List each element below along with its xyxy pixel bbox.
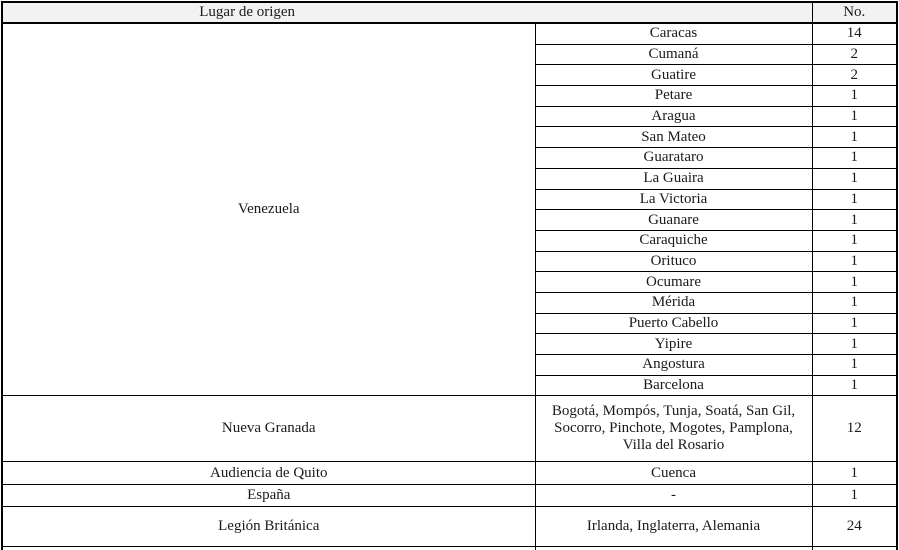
count-cell: 1 (812, 484, 897, 506)
region-cell-legion-britanica: Legión Británica (2, 506, 535, 546)
count-cell: 1 (812, 292, 897, 313)
place-cell: La Victoria (535, 189, 812, 210)
count-cell: 1 (812, 148, 897, 169)
place-cell: Irlanda, Inglaterra, Alemania (535, 506, 812, 546)
place-cell: - (535, 484, 812, 506)
place-cell: Guarataro (535, 148, 812, 169)
place-cell: Mérida (535, 292, 812, 313)
place-cell: Cuenca (535, 462, 812, 485)
table-row (2, 462, 897, 485)
count-cell: 1 (812, 251, 897, 272)
place-cell: San Mateo (535, 127, 812, 148)
count-cell: 1 (812, 127, 897, 148)
table-row-partial (2, 546, 897, 550)
region-cell-venezuela: Venezuela (2, 23, 535, 396)
place-cell: Barcelona (535, 375, 812, 396)
place-cell: Guatire (535, 65, 812, 86)
region-cell-audiencia-de-quito: Audiencia de Quito (2, 462, 535, 485)
count-cell: 24 (812, 506, 897, 546)
table-row (2, 484, 897, 506)
region-cell-empty (2, 546, 535, 550)
count-cell: 1 (812, 375, 897, 396)
table-header-row (2, 2, 897, 23)
count-cell: 1 (812, 230, 897, 251)
place-cell: Caracas (535, 23, 812, 44)
place-cell: Guanare (535, 210, 812, 231)
table-row (2, 506, 897, 546)
place-cell: Ocumare (535, 272, 812, 293)
header-label-origin: Lugar de origen (199, 4, 296, 20)
count-cell: 1 (812, 210, 897, 231)
place-cell: Yipire (535, 334, 812, 355)
count-cell: 1 (812, 355, 897, 376)
origins-table (1, 1, 898, 550)
place-cell: Orituco (535, 251, 812, 272)
place-cell: Bogotá, Mompós, Tunja, Soatá, San Gil, Socorro, Pinchote, Mogotes, Pamplona, Villa del Rosario (535, 396, 812, 462)
header-cell-origin (2, 2, 812, 23)
count-cell: 14 (812, 23, 897, 44)
table-row (2, 396, 897, 462)
count-cell: 1 (812, 272, 897, 293)
count-cell: 2 (812, 65, 897, 86)
place-cell: La Guaira (535, 168, 812, 189)
count-cell: 1 (812, 313, 897, 334)
count-cell-empty (812, 546, 897, 550)
count-cell: 1 (812, 86, 897, 107)
table-row (2, 23, 897, 44)
count-cell: 12 (812, 396, 897, 462)
place-cell: Cumaná (535, 44, 812, 65)
place-cell: Petare (535, 86, 812, 107)
place-cell: Caraquiche (535, 230, 812, 251)
place-cell: Angostura (535, 355, 812, 376)
place-cell: Puerto Cabello (535, 313, 812, 334)
count-cell: 1 (812, 462, 897, 485)
count-cell: 1 (812, 189, 897, 210)
region-cell-nueva-granada: Nueva Granada (2, 396, 535, 462)
count-cell: 1 (812, 106, 897, 127)
header-cell-count: No. (812, 2, 897, 23)
region-cell-espana: España (2, 484, 535, 506)
count-cell: 1 (812, 334, 897, 355)
place-cell-empty (535, 546, 812, 550)
count-cell: 2 (812, 44, 897, 65)
place-cell: Aragua (535, 106, 812, 127)
count-cell: 1 (812, 168, 897, 189)
